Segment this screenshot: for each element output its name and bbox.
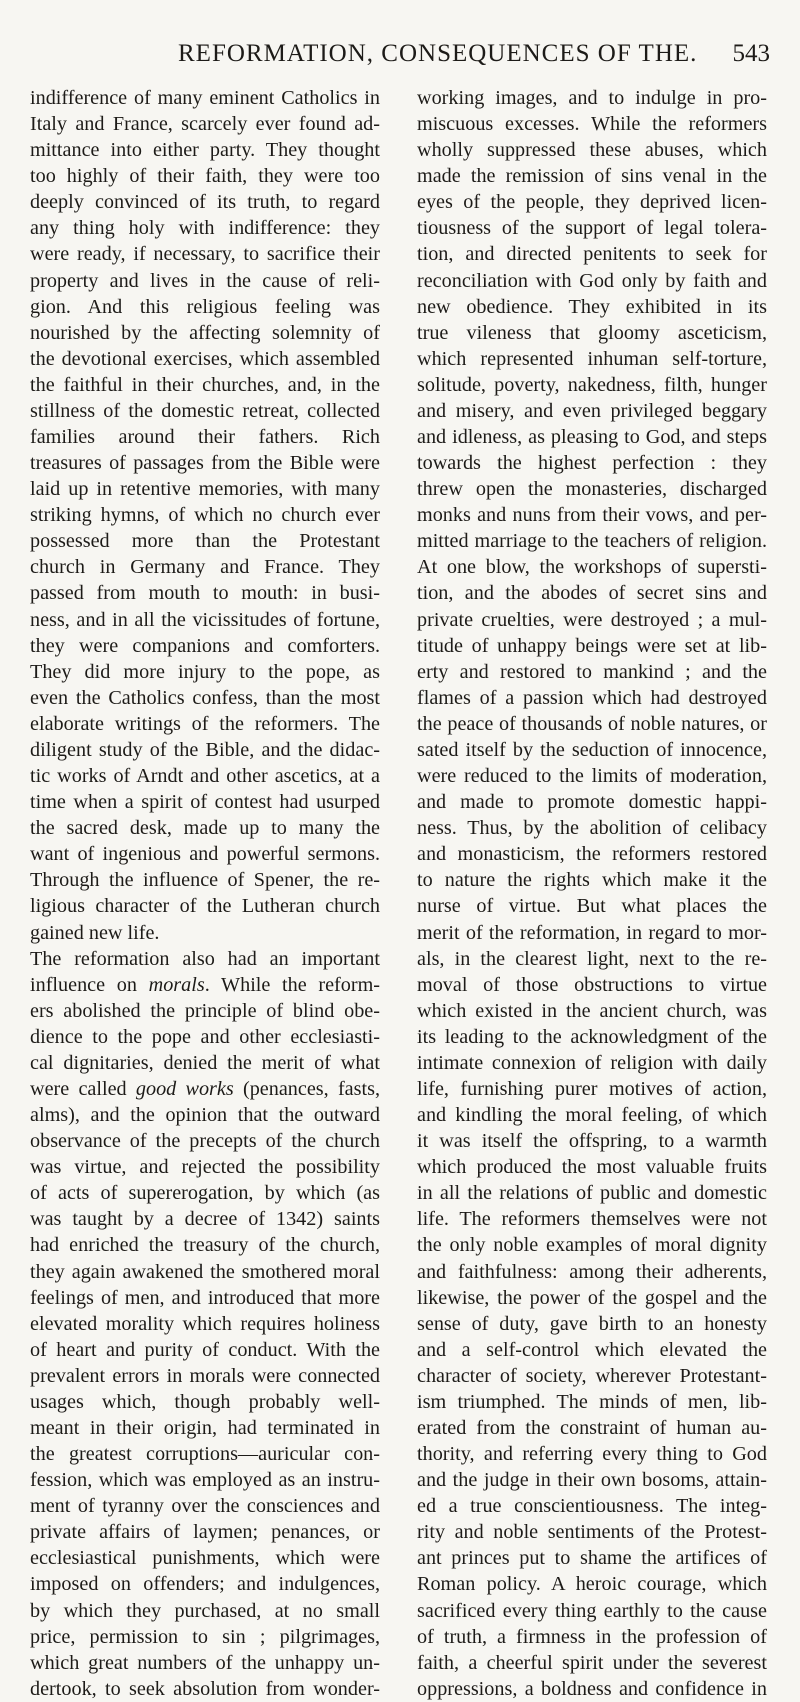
text-line: the faithful in their churches, and, in the <box>30 373 380 396</box>
text-line: fession, which was employed as an instru- <box>30 1469 380 1492</box>
text-line: elaborate writings of the reformers. The <box>30 712 380 735</box>
text-line: ers abolished the principle of blind obe- <box>30 999 380 1022</box>
text-line: the peace of thousands of noble natures, or <box>417 712 767 735</box>
text-line: influence on morals. While the reform- <box>30 973 380 996</box>
text-line: sated itself by the seduction of innocence, <box>417 738 767 761</box>
text-line: elevated morality which requires holiness <box>30 1312 380 1335</box>
text-line: they were companions and comforters. <box>30 634 380 657</box>
text-line: ness, and in all the vicissitudes of fortune, <box>30 608 380 631</box>
text-line: possessed more than the Protestant <box>30 530 380 553</box>
text-line: striking hymns, of which no church ever <box>30 504 380 527</box>
text-line: and faithfulness: among their adherents, <box>417 1260 767 1283</box>
text-line: ness. Thus, by the abolition of celibacy <box>417 817 767 840</box>
running-head: REFORMATION, CONSEQUENCES OF THE. <box>178 40 698 67</box>
text-line: made the remission of sins venal in the <box>417 165 767 188</box>
text-line: erty and restored to mankind ; and the <box>417 660 767 683</box>
text-line: Through the influence of Spener, the re- <box>30 869 380 892</box>
left-column <box>30 85 380 1702</box>
text-line: miscuous excesses. While the reformers <box>417 113 767 136</box>
text-line: families around their fathers. Rich <box>30 426 380 449</box>
text-line: rity and noble sentiments of the Protest- <box>417 1521 767 1544</box>
text-line: eyes of the people, they deprived licen- <box>417 191 767 214</box>
text-line: monks and nuns from their vows, and per- <box>417 504 767 527</box>
text-line: of heart and purity of conduct. With the <box>30 1338 380 1361</box>
text-line: flames of a passion which had destroyed <box>417 686 767 709</box>
text-line: and idleness, as pleasing to God, and steps <box>417 426 767 449</box>
text-line: new obedience. They exhibited in its <box>417 295 767 318</box>
text-line: intimate connexion of religion with daily <box>417 1051 767 1074</box>
text-line: working images, and to indulge in pro- <box>417 87 767 109</box>
text-line: to nature the rights which make it the <box>417 869 767 892</box>
text-line: they again awakened the smothered moral <box>30 1260 380 1283</box>
page-number: 543 <box>732 40 770 67</box>
text-line: and monasticism, the reformers restored <box>417 843 767 866</box>
text-line: als, in the clearest light, next to the re- <box>417 947 767 970</box>
text-line: usages which, though probably well- <box>30 1390 380 1413</box>
text-line: ecclesiastical punishments, which were <box>30 1547 380 1570</box>
text-line: treasures of passages from the Bible were <box>30 452 380 475</box>
text-line: and a self-control which elevated the <box>417 1338 767 1361</box>
text-line: Roman policy. A heroic courage, which <box>417 1573 767 1596</box>
text-line: nourished by the affecting solemnity of <box>30 321 380 344</box>
text-line: oppressions, a boldness and confidence in <box>417 1677 767 1700</box>
text-line: At one blow, the workshops of supersti- <box>417 556 767 579</box>
text-line: its leading to the acknowledgment of the <box>417 1025 767 1048</box>
text-line: sense of duty, gave birth to an honesty <box>417 1312 767 1335</box>
text-line: mittance into either party. They thought <box>30 139 380 162</box>
text-line: reconciliation with God only by faith and <box>417 269 767 292</box>
text-line: faith, a cheerful spirit under the severest <box>417 1651 767 1674</box>
text-line: deeply convinced of its truth, to regard <box>30 191 380 214</box>
text-line: character of society, wherever Protestant- <box>417 1364 767 1387</box>
text-line: too highly of their faith, they were too <box>30 165 380 188</box>
text-line: time when a spirit of contest had usurped <box>30 791 380 814</box>
text-line: imposed on offenders; and indulgences, <box>30 1573 380 1596</box>
text-line: tic works of Arndt and other ascetics, at a <box>30 765 380 788</box>
text-line: the sacred desk, made up to many the <box>30 817 380 840</box>
text-line: stillness of the domestic retreat, collected <box>30 399 380 422</box>
text-line: ligious character of the Lutheran church <box>30 895 380 918</box>
text-line: towards the highest perfection : they <box>417 452 767 475</box>
text-line: were called good works (penances, fasts, <box>30 1077 380 1100</box>
text-line: ment of tyranny over the consciences and <box>30 1495 380 1518</box>
text-line: church in Germany and France. They <box>30 556 380 579</box>
text-line: it was itself the offspring, to a warmth <box>417 1130 767 1153</box>
page-header <box>0 0 800 70</box>
text-line: the devotional exercises, which assembled <box>30 347 380 370</box>
text-line: was taught by a decree of 1342) saints <box>30 1208 380 1231</box>
text-line: by which they purchased, at no small <box>30 1599 380 1622</box>
text-line: was virtue, and rejected the possibility <box>30 1156 380 1179</box>
text-line: which existed in the ancient church, was <box>417 999 767 1022</box>
text-line: sacrificed every thing earthly to the cause <box>417 1599 767 1622</box>
text-line: price, permission to sin ; pilgrimages, <box>30 1625 380 1648</box>
text-line: mitted marriage to the teachers of religion. <box>417 530 767 553</box>
text-line: had enriched the treasury of the church, <box>30 1234 380 1257</box>
text-line: merit of the reformation, in regard to mor- <box>417 921 767 944</box>
text-line: tiousness of the support of legal tolera- <box>417 217 767 240</box>
text-line: threw open the monasteries, discharged <box>417 478 767 501</box>
text-line: alms), and the opinion that the outward <box>30 1104 380 1127</box>
text-line: tion, and the abodes of secret sins and <box>417 582 767 605</box>
text-line: of truth, a firmness in the profession of <box>417 1625 767 1648</box>
text-line: private affairs of laymen; penances, or <box>30 1521 380 1544</box>
text-line: meant in their origin, had terminated in <box>30 1416 380 1439</box>
text-line: likewise, the power of the gospel and the <box>417 1286 767 1309</box>
text-line: and misery, and even privileged beggary <box>417 399 767 422</box>
text-line: Italy and France, scarcely ever found ad- <box>30 113 380 136</box>
text-line: indifference of many eminent Catholics in <box>30 87 380 109</box>
text-line: ant princes put to shame the artifices of <box>417 1547 767 1570</box>
text-line: moval of those obstructions to virtue <box>417 973 767 996</box>
text-line: The reformation also had an important <box>30 947 380 970</box>
text-line: which great numbers of the unhappy un- <box>30 1651 380 1674</box>
text-line: were reduced to the limits of moderation, <box>417 765 767 788</box>
text-line: dience to the pope and other ecclesiasti- <box>30 1025 380 1048</box>
text-line: life, furnishing purer motives of action, <box>417 1077 767 1100</box>
text-line: and made to promote domestic happi- <box>417 791 767 814</box>
text-line: the greatest corruptions—auricular con- <box>30 1443 380 1466</box>
text-line: and kindling the moral feeling, of which <box>417 1104 767 1127</box>
text-line: observance of the precepts of the church <box>30 1130 380 1153</box>
text-line: private cruelties, were destroyed ; a mul- <box>417 608 767 631</box>
text-line: which represented inhuman self-torture, <box>417 347 767 370</box>
text-line: were ready, if necessary, to sacrifice their <box>30 243 380 266</box>
text-line: any thing holy with indifference: they <box>30 217 380 240</box>
text-line: property and lives in the cause of reli- <box>30 269 380 292</box>
text-line: laid up in retentive memories, with many <box>30 478 380 501</box>
text-line: even the Catholics confess, than the most <box>30 686 380 709</box>
text-line: true vileness that gloomy asceticism, <box>417 321 767 344</box>
text-line: They did more injury to the pope, as <box>30 660 380 683</box>
text-line: feelings of men, and introduced that more <box>30 1286 380 1309</box>
text-line: ism triumphed. The minds of men, lib- <box>417 1390 767 1413</box>
text-line: want of ingenious and powerful sermons. <box>30 843 380 866</box>
text-line: prevalent errors in morals were connected <box>30 1364 380 1387</box>
text-line: gained new life. <box>30 921 160 944</box>
text-line: cal dignitaries, denied the merit of what <box>30 1051 380 1074</box>
text-line: ed a true conscientiousness. The integ- <box>417 1495 767 1518</box>
text-line: which produced the most valuable fruits <box>417 1156 767 1179</box>
text-line: in all the relations of public and domestic <box>417 1182 767 1205</box>
text-line: diligent study of the Bible, and the didac- <box>30 738 380 761</box>
text-line: titude of unhappy beings were set at lib- <box>417 634 767 657</box>
text-line: dertook, to seek absolution from wonder- <box>30 1677 380 1700</box>
right-column <box>417 85 767 1702</box>
text-line: passed from mouth to mouth: in busi- <box>30 582 380 605</box>
text-line: of acts of supererogation, by which (as <box>30 1182 380 1205</box>
text-line: life. The reformers themselves were not <box>417 1208 767 1231</box>
text-line: erated from the constraint of human au- <box>417 1416 767 1439</box>
text-line: and the judge in their own bosoms, attain- <box>417 1469 767 1492</box>
text-line: thority, and referring every thing to God <box>417 1443 767 1466</box>
text-line: the only noble examples of moral dignity <box>417 1234 767 1257</box>
text-line: gion. And this religious feeling was <box>30 295 380 318</box>
text-line: tion, and directed penitents to seek for <box>417 243 767 266</box>
text-line: solitude, poverty, nakedness, filth, hunger <box>417 373 767 396</box>
text-line: nurse of virtue. But what places the <box>417 895 767 918</box>
text-line: wholly suppressed these abuses, which <box>417 139 767 162</box>
